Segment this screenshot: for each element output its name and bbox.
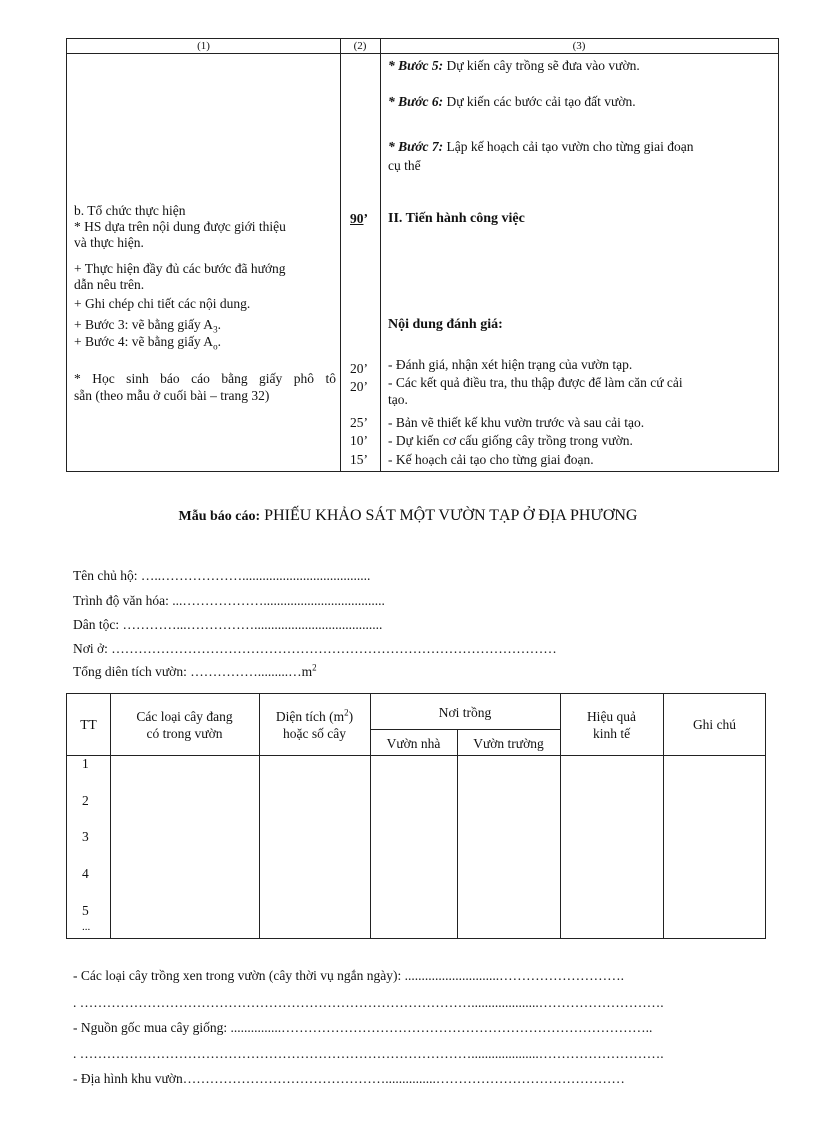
evaluation-item: - Đánh giá, nhận xét hiện trạng của vườn tạp. [388,357,633,372]
col1-line: dẫn nêu trên. [74,277,145,292]
column-header-2: (2) [353,40,367,52]
subheader-divider [370,729,560,730]
column-header-1: (1) [197,40,210,52]
evaluation-title: Nội dung đánh giá: [388,317,503,332]
report-title: Mẫu báo cáo: PHIẾU KHẢO SÁT MỘT VƯỜN TẠP Ở ĐỊA PHƯƠNG [178,507,638,524]
report-note-2: sẵn (theo mẫu ở cuối bài – trang 32) [74,388,270,403]
duration: 15’ [350,452,368,467]
header-home-garden: Vườn nhà [386,736,441,751]
evaluation-item: - Dự kiến cơ cấu giống cây trồng trong vườn. [388,433,633,448]
col1-line: và thực hiện. [74,235,144,250]
column-header-3: (3) [572,40,586,52]
header-area: Diện tích $(m^2)$ hoặc số cây [275,707,354,741]
column-divider [370,694,371,938]
duration: 25’ [350,415,368,430]
row-number: 5 [82,903,89,918]
dotted-line: . ……………………………………………………………………………....................………………………. [73,1046,664,1061]
column-divider [457,730,458,938]
education-field: Trình độ văn hóa: ...……………….................................... [73,593,385,608]
evaluation-item: - Các kết quả điều tra, thu thập được để làm căn cứ cải [388,375,683,390]
step-5: * Bước 5: Dự kiến cây trồng sẽ đưa vào vườn. [388,58,640,73]
column-divider [340,39,341,471]
col1-step3: + Bước 3: vẽ bằng giấy $A_3$. [74,317,221,335]
owner-name-field: Tên chủ hộ: …..………………...................................... [73,568,371,583]
report-note-1: * Học sinh báo cáo bằng giấy phô tô [74,371,336,386]
header-notes: Ghi chú [692,717,737,732]
evaluation-item: - Bản vẽ thiết kế khu vườn trước và sau cải tạo. [388,415,645,430]
col1-step4: + Bước 4: vẽ bằng giấy $A_o$. [74,334,221,352]
garden-area-field: Tổng diên tích vườn: $\dots\dots\dots\dots\dots.........\dots m^2$ [73,662,317,679]
duration: 10’ [350,433,368,448]
col1-line: b. Tổ chức thực hiện [74,203,186,218]
row-number: 1 [82,756,89,771]
header-economic-efficiency: Hiệu quả kinh tế [586,709,637,741]
header-school-garden: Vườn trường [473,736,544,751]
column-divider [380,39,381,471]
address-field: Nơi ở: ……………………………………………………………………………………… [73,641,557,656]
row-number: 3 [82,829,89,844]
header-divider [67,755,765,756]
dotted-line: . ……………………………………………………………………………....................………………………. [73,995,664,1010]
duration: 20’ [350,379,368,394]
step-7-continued: cụ thể [388,158,421,173]
step-6: * Bước 6: Dự kiến các bước cải tạo đất vườn. [388,94,636,109]
section-title: II. Tiến hành công việc [388,211,525,226]
header-planting-place: Nơi trồng [438,705,492,720]
intercrop-field: - Các loại cây trồng xen trong vườn (cây thời vụ ngắn ngày): ............................………………………. [73,968,625,983]
row-number: 2 [82,793,89,808]
header-plant-types: Các loại cây đang có trong vườn [136,709,233,741]
evaluation-item-continued: tạo. [388,392,408,407]
survey-table [66,693,766,939]
step-7: * Bước 7: Lập kế hoạch cải tạo vườn cho từng giai đoạn [388,139,694,154]
col1-line: * HS dựa trên nội dung được giới thiệu [74,219,286,234]
row-number: 4 [82,866,89,881]
main-duration: 90’ [350,211,368,226]
col1-line: + Ghi chép chi tiết các nội dung. [74,296,251,311]
header-tt: TT [80,717,97,732]
duration: 20’ [350,361,368,376]
col1-line: + Thực hiện đầy đủ các bước đã hướng [74,261,286,276]
evaluation-item: - Kế hoạch cải tạo cho từng giai đoạn. [388,452,594,467]
header-divider [67,53,778,54]
lesson-plan-table [66,38,779,472]
terrain-field: - Địa hình khu vườn………………………………………...............…………………………………… [73,1071,625,1086]
seedling-source-field: - Nguồn gốc mua cây giống: ...............……………………………………………………………………….. [73,1020,653,1035]
ethnicity-field: Dân tộc: …………...……………...................................... [73,617,383,632]
row-ellipsis: ... [82,921,91,933]
